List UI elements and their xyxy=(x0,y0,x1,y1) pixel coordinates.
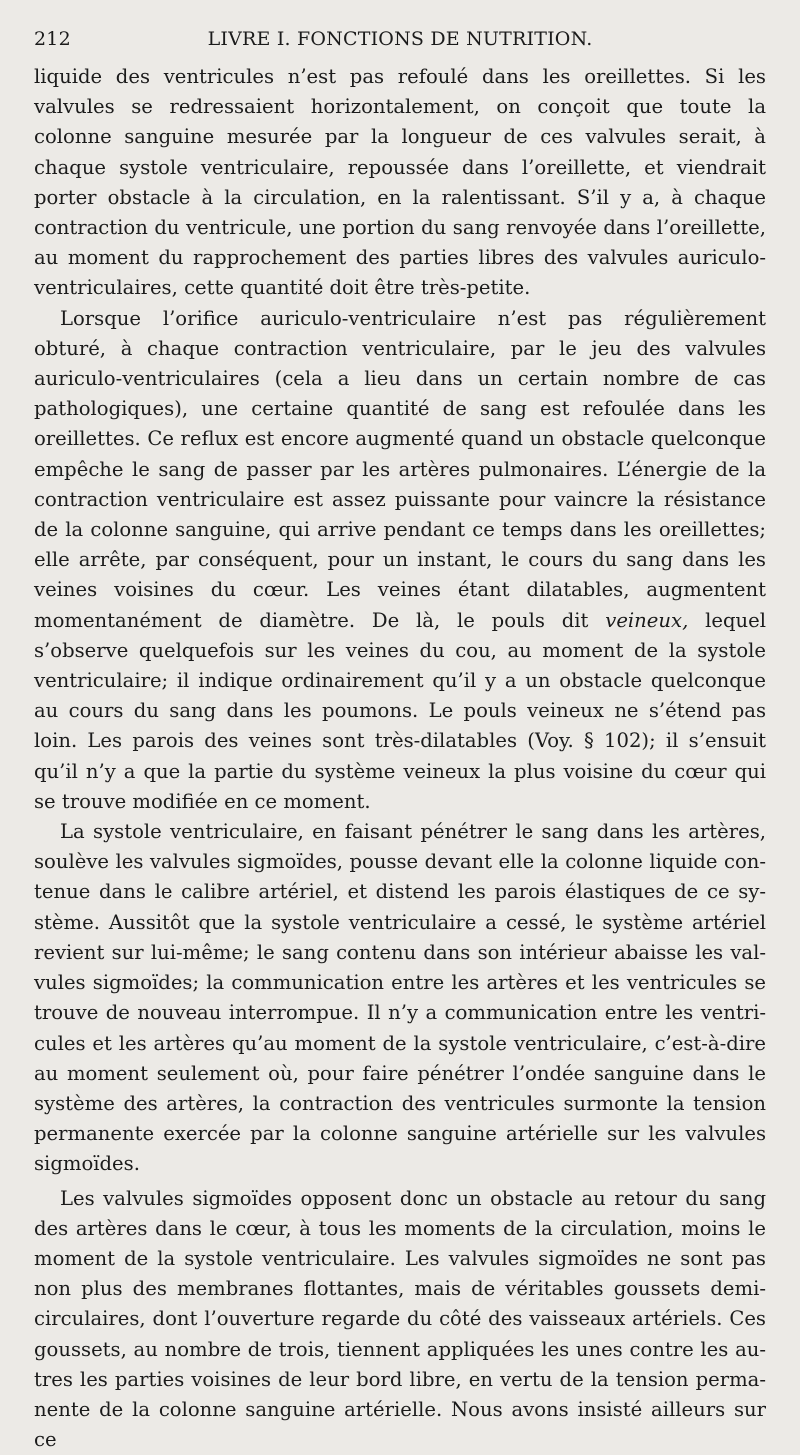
italic-term-veineux: veineux, xyxy=(605,608,689,632)
running-title: LIVRE I. FONCTIONS DE NUTRITION. xyxy=(207,28,593,50)
paragraph-orifice-auriculo-ventriculaire xyxy=(34,304,766,817)
paragraph-valvules-sigmoides: Les valvules sigmoïdes opposent donc un obstacle au retour du sang des artères dans le cœur, à tous les moments de la circulation, moins le moment de la systole ventriculaire. Les valvules sigmoïdes ne sont pas non plus des membranes flottantes, mais de véritables goussets demicirculaires, dont l’ouverture regarde du côté des vaisseaux artériels. Ces goussets, au nombre de trois, tiennent appliquées les unes contre les autres les parties voisines de leur bord libre, en vertu de la tension permanente de la colonne sanguine artérielle. Nous avons insisté ailleurs sur ce xyxy=(34,1186,766,1452)
running-head xyxy=(34,28,766,62)
body-text xyxy=(34,62,766,1455)
paragraph-text-start: Lorsque l’orifice auriculo-ventriculaire n’est pas régulièrement obturé, à chaque contraction ventriculaire, par le jeu des valvules auriculo-ventriculaires (cela a lieu dans un certain nombre de cas pathologiques), une certaine quantité de sang est refoulée dans les oreillettes. Ce reflux est encore augmenté quand un obstacle quelconque empêche le sang de passer par les artères pulmonaires. L’énergie de la contraction ventriculaire est assez puissante pour vaincre la résistance de la colonne sanguine, qui arrive pendant ce temps dans les oreillettes; elle arrête, par conséquent, pour un instant, le cours du sang dans les veines voisines du cœur. Les veines étant dilatables, augmentent momentanément de diamètre. De là, le pouls dit xyxy=(34,306,766,632)
paragraph-continuation: liquide des ventricules n’est pas refoulé dans les oreillettes. Si les valvules se redressaient horizontalement, on conçoit que toute la colonne sanguine mesurée par la longueur de ces valvules serait, à chaque systole ventriculaire, repoussée dans l’oreillette, et viendrait porter obstacle à la circulation, en la ralentissant. S’il y a, à chaque contraction du ventricule, une portion du sang renvoyée dans l’oreillette, au moment du rapprochement des parties libres des valvules auriculo-ventriculaires, cette quantité doit être très-petite. xyxy=(34,65,766,300)
page-number: 212 xyxy=(34,28,71,50)
paragraph-systole-ventriculaire: La systole ventriculaire, en faisant pénétrer le sang dans les artères, soulève les valvules sigmoïdes, pousse devant elle la colonne liquide contenue dans le calibre artériel, et distend les parois élastiques de ce système. Aussitôt que la systole ventriculaire a cessé, le système artériel revient sur lui-même; le sang contenu dans son intérieur abaisse les valvules sigmoïdes; la communication entre les artères et les ventricules se trouve de nouveau interrompue. Il n’y a communication entre les ventricules et les artères qu’au moment de la systole ventriculaire, c’est-à-dire au moment seulement où, pour faire pénétrer l’ondée sanguine dans le système des artères, la contraction des ventricules surmonte la tension permanente exercée par la colonne sanguine artérielle sur les valvules sigmoïdes. xyxy=(34,820,766,1176)
paragraph-text-end: lequel s’observe quelquefois sur les veines du cou, au moment de la systole ventriculaire; il indique ordinairement qu’il y a un obstacle quelconque au cours du sang dans les poumons. Le pouls veineux ne s’étend pas loin. Les parois des veines sont très-dilatables (Voy. § 102); il s’ensuit qu’il n’y a que la partie du système veineux la plus voisine du cœur qui se trouve modifiée en ce moment. xyxy=(34,608,766,813)
